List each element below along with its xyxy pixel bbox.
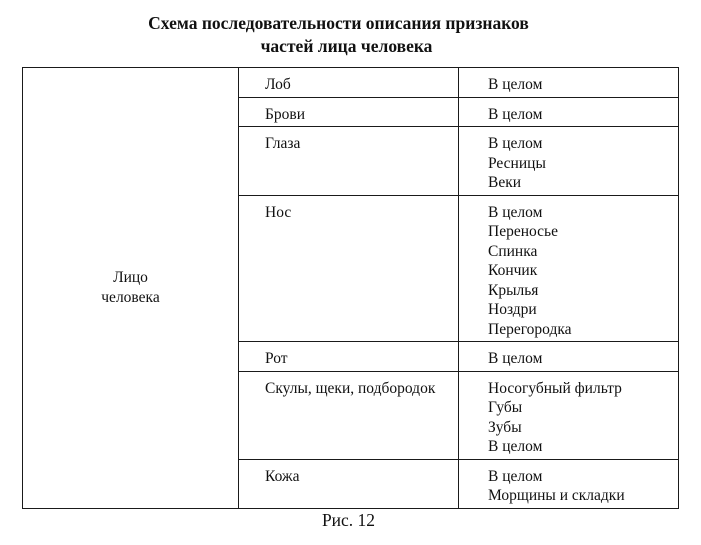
- part-name: Брови: [265, 105, 306, 123]
- part-features-cell: [459, 127, 679, 196]
- part-name: Лоб: [265, 76, 291, 93]
- part-features-cell: [459, 195, 679, 342]
- feature-item: В целом: [488, 467, 543, 485]
- feature-item: Переносье: [488, 223, 558, 240]
- table-row: [23, 68, 679, 98]
- part-features-cell: [459, 97, 679, 127]
- feature-item: Губы: [488, 399, 523, 416]
- root-cell-face: [23, 68, 239, 509]
- feature-item: В целом: [488, 438, 543, 455]
- part-name-cell: [239, 459, 459, 508]
- part-name-cell: [239, 195, 459, 342]
- feature-item: Носогубный фильтр: [488, 379, 622, 397]
- feature-item: Морщины и складки: [488, 487, 625, 504]
- figure-caption: [0, 510, 701, 530]
- feature-item: Зубы: [488, 418, 522, 436]
- figure-caption-text: Рис. 12: [321, 510, 376, 530]
- part-name-cell: [239, 127, 459, 196]
- part-name: Глаза: [265, 135, 301, 152]
- feature-item: Кончик: [488, 262, 538, 279]
- feature-item: Крылья: [488, 281, 539, 299]
- part-name: Рот: [265, 350, 288, 367]
- scheme-body: [23, 68, 679, 509]
- part-features-cell: [459, 459, 679, 508]
- feature-item: В целом: [488, 203, 543, 221]
- part-name-cell: [239, 371, 459, 459]
- diagram-title-line-2: частей лица человека: [260, 36, 433, 56]
- face-parts-scheme-table: [22, 67, 679, 509]
- feature-item: В целом: [488, 76, 543, 93]
- feature-item: Ресницы: [488, 154, 546, 172]
- part-name-cell: [239, 342, 459, 372]
- root-label-line-2: человека: [101, 288, 160, 306]
- part-name: Скулы, щеки, подбородок: [265, 379, 436, 397]
- feature-item: Ноздри: [488, 301, 537, 318]
- diagram-title-line-1: Схема последовательности описания признаков: [148, 13, 529, 33]
- part-features-cell: [459, 68, 679, 98]
- part-name-cell: [239, 68, 459, 98]
- feature-item: Перегородка: [488, 320, 572, 338]
- part-features-cell: [459, 371, 679, 459]
- part-name: Нос: [265, 203, 292, 221]
- root-label-line-1: Лицо: [113, 269, 148, 287]
- feature-item: В целом: [488, 105, 543, 123]
- feature-item: Веки: [488, 174, 522, 191]
- part-features-cell: [459, 342, 679, 372]
- part-name: Кожа: [265, 467, 300, 485]
- feature-item: В целом: [488, 350, 543, 367]
- feature-item: В целом: [488, 135, 543, 152]
- part-name-cell: [239, 97, 459, 127]
- feature-item: Спинка: [488, 242, 538, 260]
